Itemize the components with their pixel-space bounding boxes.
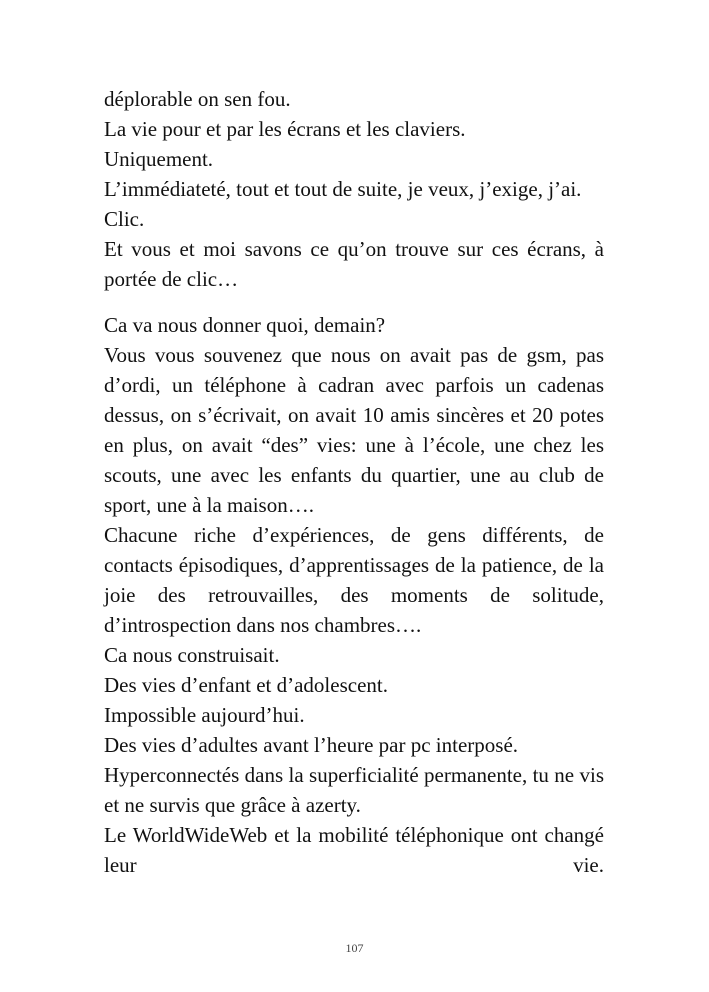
paragraph: Clic. [104, 207, 145, 231]
paragraph: Impossible aujourd’hui. [104, 703, 305, 727]
paragraph: Et vous et moi savons ce qu’on trouve sur ces écrans, à portée de clic… [104, 237, 604, 291]
paragraph: Uniquement. [104, 147, 214, 171]
paragraph: Des vies d’adultes avant l’heure par pc interposé. [104, 733, 519, 757]
body-text [104, 84, 604, 880]
paragraph: Ca va nous donner quoi, demain? [104, 313, 386, 337]
page-number: 107 [345, 941, 364, 955]
paragraph: Des vies d’enfant et d’adolescent. [104, 673, 388, 697]
paragraph: Le WorldWideWeb et la mobilité téléphonique ont changé leur vie. [104, 823, 604, 877]
paragraph: L’immédiateté, tout et tout de suite, je veux, j’exige, j’ai. [104, 177, 582, 201]
paragraph: Vous vous souvenez que nous on avait pas de gsm, pas d’ordi, un téléphone à cadran avec parfois un cadenas dessus, on s’écrivait, on avait 10 amis sincères et 20 potes en plus, on avait “des” vies: une à l’école, une chez les scouts, une avec les enfants du quartier, une au club de sport, une à la maison…. [104, 343, 604, 517]
paragraph: Chacune riche d’expériences, de gens différents, de contacts épisodiques, d’apprentissages de la patience, de la joie des retrouvailles, des moments de solitude, d’introspection dans nos chambres…. [104, 523, 604, 637]
paragraph: Hyperconnectés dans la superficialité permanente, tu ne vis et ne survis que grâce à azerty. [104, 763, 604, 817]
paragraph: déplorable on sen fou. [104, 87, 291, 111]
paragraph: Ca nous construisait. [104, 643, 280, 667]
paragraph: La vie pour et par les écrans et les claviers. [104, 117, 466, 141]
